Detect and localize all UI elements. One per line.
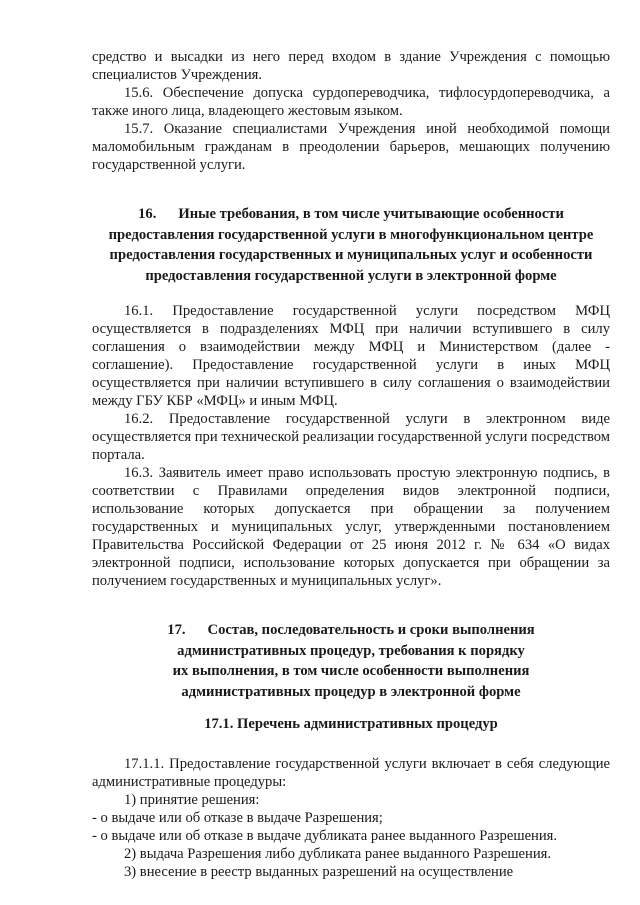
section-16-number: 16.: [138, 206, 157, 222]
paragraph-16-2: 16.2. Предоставление государственной услуги в электронном виде осуществляется при технической реализации государственной услуги посредством портала.: [92, 411, 610, 463]
section-17-heading: [92, 620, 610, 702]
section-17-title-line-1: 17. Состав, последовательность и сроки выполнения: [167, 622, 535, 638]
list-item-1: 1) принятие решения:: [124, 791, 260, 808]
paragraph-17-1-1: 17.1.1. Предоставление государственной услуги включает в себя следующие административные процедуры:: [92, 755, 610, 790]
section-16-heading: [92, 204, 610, 286]
list-item-dash-1: - о выдаче или об отказе в выдаче Разрешения;: [92, 809, 383, 826]
paragraph-15-6: 15.6. Обеспечение допуска сурдопереводчика, тифлосурдопереводчика, а также иного лица, владеющего жестовым языком.: [92, 85, 610, 119]
paragraph-15-7: 15.7. Оказание специалистами Учреждения иной необходимой помощи маломобильным гражданам в преодолении барьеров, мешающих получению государственной услуги.: [92, 121, 610, 173]
paragraph-continuation: средство и высадки из него перед входом в здание Учреждения с помощью специалистов Учреждения.: [92, 49, 610, 83]
list-item-dash-2: - о выдаче или об отказе в выдаче дубликата ранее выданного Разрешения.: [92, 827, 558, 844]
list-item-3: 3) внесение в реестр выданных разрешений на осуществление: [124, 863, 514, 880]
list-item-2: 2) выдача Разрешения либо дубликата ранее выданного Разрешения.: [124, 845, 552, 862]
section-17-number: 17.: [167, 622, 186, 638]
section-17-title-line-2: административных процедур, требования к порядку: [177, 642, 525, 659]
paragraph-16-3: 16.3. Заявитель имеет право использовать простую электронную подпись, в соответствии с Правилами определения видов электронной подписи, использование которых допускается при обращении за получением государственных и муниципальных услуг, утвержденными постановлением Правительства Российской Федерации от 25 июня 2012 г. № 634 «О видах электронной подписи, использование которых допускается при обращении за получением государственных и муниципальных услуг».: [92, 465, 610, 589]
paragraph-16-1: 16.1. Предоставление государственной услуги посредством МФЦ осуществляется в подразделениях МФЦ при наличии вступившего в силу соглашения о взаимодействии между МФЦ и Министерством (далее - соглашение). Предоставление государственной услуги в иных МФЦ осуществляется при наличии вступившего в силу соглашения о взаимодействии между ГБУ КБР «МФЦ» и иным МФЦ.: [92, 303, 610, 409]
section-17-1-heading: 17.1. Перечень административных процедур: [204, 716, 498, 732]
section-17-title-line-4: административных процедур в электронной форме: [181, 683, 521, 700]
section-16-title: Иные требования, в том числе учитывающие особенности предоставления государственной услуги в многофункциональном центре предоставления государственных и муниципальных услуг и особенности предоставления государственной услуги в электронной форме: [108, 206, 594, 284]
section-17-title-line-3: их выполнения, в том числе особенности выполнения: [172, 663, 530, 679]
